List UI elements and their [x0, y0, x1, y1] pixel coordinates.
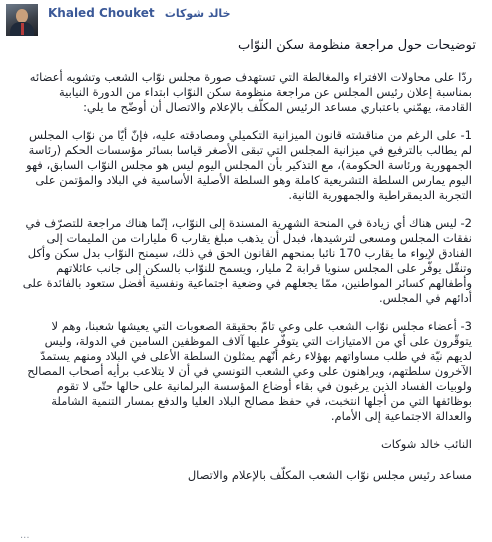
post-point-1: 1- على الرغم من مناقشته قانون الميزانية التكميلي ومصادقته عليه، فإنّ أيّا من نوّاب المجلس لم يطالب بالترفيع في ميزانية المجلس التي تبقى الأصغر قياسا بسائر مؤسسات الحكم (رئاسة الجمهورية ورئاسة الحكومة)، مع التذكير بأن المجلس اليوم ليس هو مجلس النوّاب السابق، فهو اليوم يمارس السلطة التشريعية كاملة وهو السلطة الأصلية الأساسية في البلاد والمؤتمن على التجربة الديمقراطية والجمهورية الثانية. [26, 128, 472, 202]
avatar[interactable] [6, 4, 38, 36]
signature-name: النائب خالد شوكات [380, 437, 472, 451]
post-point-3: 3- أعضاء مجلس نوّاب الشعب على وعي تامّ بحقيقة الصعوبات التي يعيشها شعبنا، وهم لا يتوقّرون على أي من الامتيازات التي يتوفّر عليها آلاف الموظفين السامين في الدولة، وليس لديهم نيّة في طلب مساواتهم بهؤلاء رغم أنّهم يمثلون السلطة الأعلى في البلاد ومنهم يستمدّ الآخرون سلطتهم، ويراهنون على وعي الشعب التونسي في أن لا يتلاعب برأيه أصحاب المصالح ولوبيات الفساد الذين يرغبون في بقاء أوضاع المؤسسة البرلمانية على حالها حتّى لا تقوم بوظائفها التي من أجلها انتخبت، في حفظ مصالح البلاد العليا والدفع بمسار التنمية الشاملة والعدالة الاجتماعية إلى الأمام. [27, 319, 472, 423]
author-name-ar[interactable]: خالد شوكات [164, 7, 231, 20]
avatar-head-shape [16, 9, 28, 23]
author-name-en[interactable]: Khaled Chouket [48, 6, 155, 20]
post-point-2: 2- ليس هناك أي زيادة في المنحة الشهرية المسندة إلى النوّاب، إنّما هناك مراجعة للتصرّف في نفقات المجلس ومسعى لترشيدها، فبدل أن يذهب مبلغ يقارب 6 مليارات من المليمات إلى الفنادق لإيواء ما يقارب 170 نائبا بمنحهم القانون الحق في ذلك، سيمنح النوّاب بدل سكن وأكل وتنقّل يوفّر على المجلس سنويا قرابة 2 مليار، ويسمح للنوّاب بالسكن إلى جانب عائلاتهم وأطفالهم كسائر المواطنين، ممّا يجعلهم في وضعية اجتماعية ونفسية أفضل ستعود بالفائدة على أدائهم في المجلس. [22, 216, 472, 305]
post-intro: ردّا على محاولات الافتراء والمغالطة التي تستهدف صورة مجلس نوّاب الشعب وتشويه أعضائه بمناسبة إعلان رئيس المجلس عن مراجعة منظومة سكن النوّاب ابتداء من الدورة النيابية القادمة، يهمّني باعتباري مساعد الرئيس المكلّف بالإعلام والاتصال أن أوضّح ما يلي: [29, 70, 472, 114]
post-body [20, 70, 472, 496]
author-name[interactable] [48, 6, 231, 20]
avatar-tie-shape [21, 23, 24, 35]
signature-role: مساعد رئيس مجلس نوّاب الشعب المكلّف بالإعلام والاتصال [187, 468, 472, 482]
post-title: توضيحات حول مراجعة منظومة سكن النوّاب [238, 38, 476, 53]
cutoff-text: ... [20, 530, 30, 541]
